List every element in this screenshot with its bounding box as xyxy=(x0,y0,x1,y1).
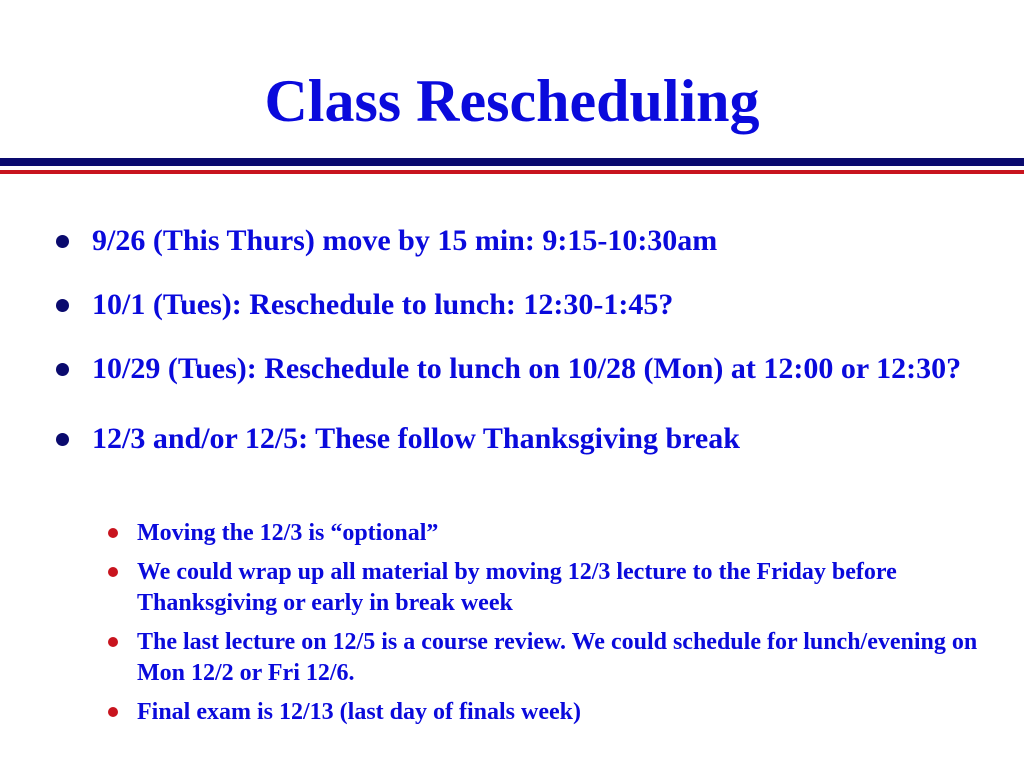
sub-bullet-dot-icon xyxy=(108,528,118,538)
bullet-item xyxy=(55,340,995,398)
title-rule-navy xyxy=(0,158,1024,166)
bullet-list xyxy=(55,212,995,474)
bullet-text: 12/3 and/or 12/5: These follow Thanksgiving break xyxy=(92,422,740,455)
bullet-item xyxy=(55,276,995,334)
bullet-text: 10/29 (Tues): Reschedule to lunch on 10/28 (Mon) at 12:00 or 12:30? xyxy=(92,352,962,385)
sub-bullet-text: We could wrap up all material by moving 12/3 lecture to the Friday before Thanksgiving or early in break week xyxy=(137,559,897,616)
bullet-dot-icon xyxy=(56,433,69,446)
slide-title: Class Rescheduling xyxy=(264,68,760,134)
bullet-text: 10/1 (Tues): Reschedule to lunch: 12:30-1:45? xyxy=(92,288,674,321)
sub-bullet-text: The last lecture on 12/5 is a course review. We could schedule for lunch/evening on Mon 12/2 or Fri 12/6. xyxy=(137,629,978,686)
bullet-item xyxy=(55,410,995,468)
bullet-item xyxy=(55,212,995,270)
bullet-dot-icon xyxy=(56,363,69,376)
bullet-dot-icon xyxy=(56,235,69,248)
bullet-text: 9/26 (This Thurs) move by 15 min: 9:15-10:30am xyxy=(92,224,718,257)
sub-bullet-dot-icon xyxy=(108,637,118,647)
bullet-dot-icon xyxy=(56,299,69,312)
sub-bullet-item xyxy=(55,697,995,728)
sub-bullet-item xyxy=(55,518,995,549)
sub-bullet-dot-icon xyxy=(108,567,118,577)
title-rule-red xyxy=(0,170,1024,174)
sub-bullet-text: Moving the 12/3 is “optional” xyxy=(137,520,439,546)
sub-bullet-text: Final exam is 12/13 (last day of finals week) xyxy=(137,699,581,725)
sub-bullet-dot-icon xyxy=(108,707,118,717)
sub-bullet-list xyxy=(55,518,995,736)
sub-bullet-item xyxy=(55,557,995,619)
sub-bullet-item xyxy=(55,627,995,689)
